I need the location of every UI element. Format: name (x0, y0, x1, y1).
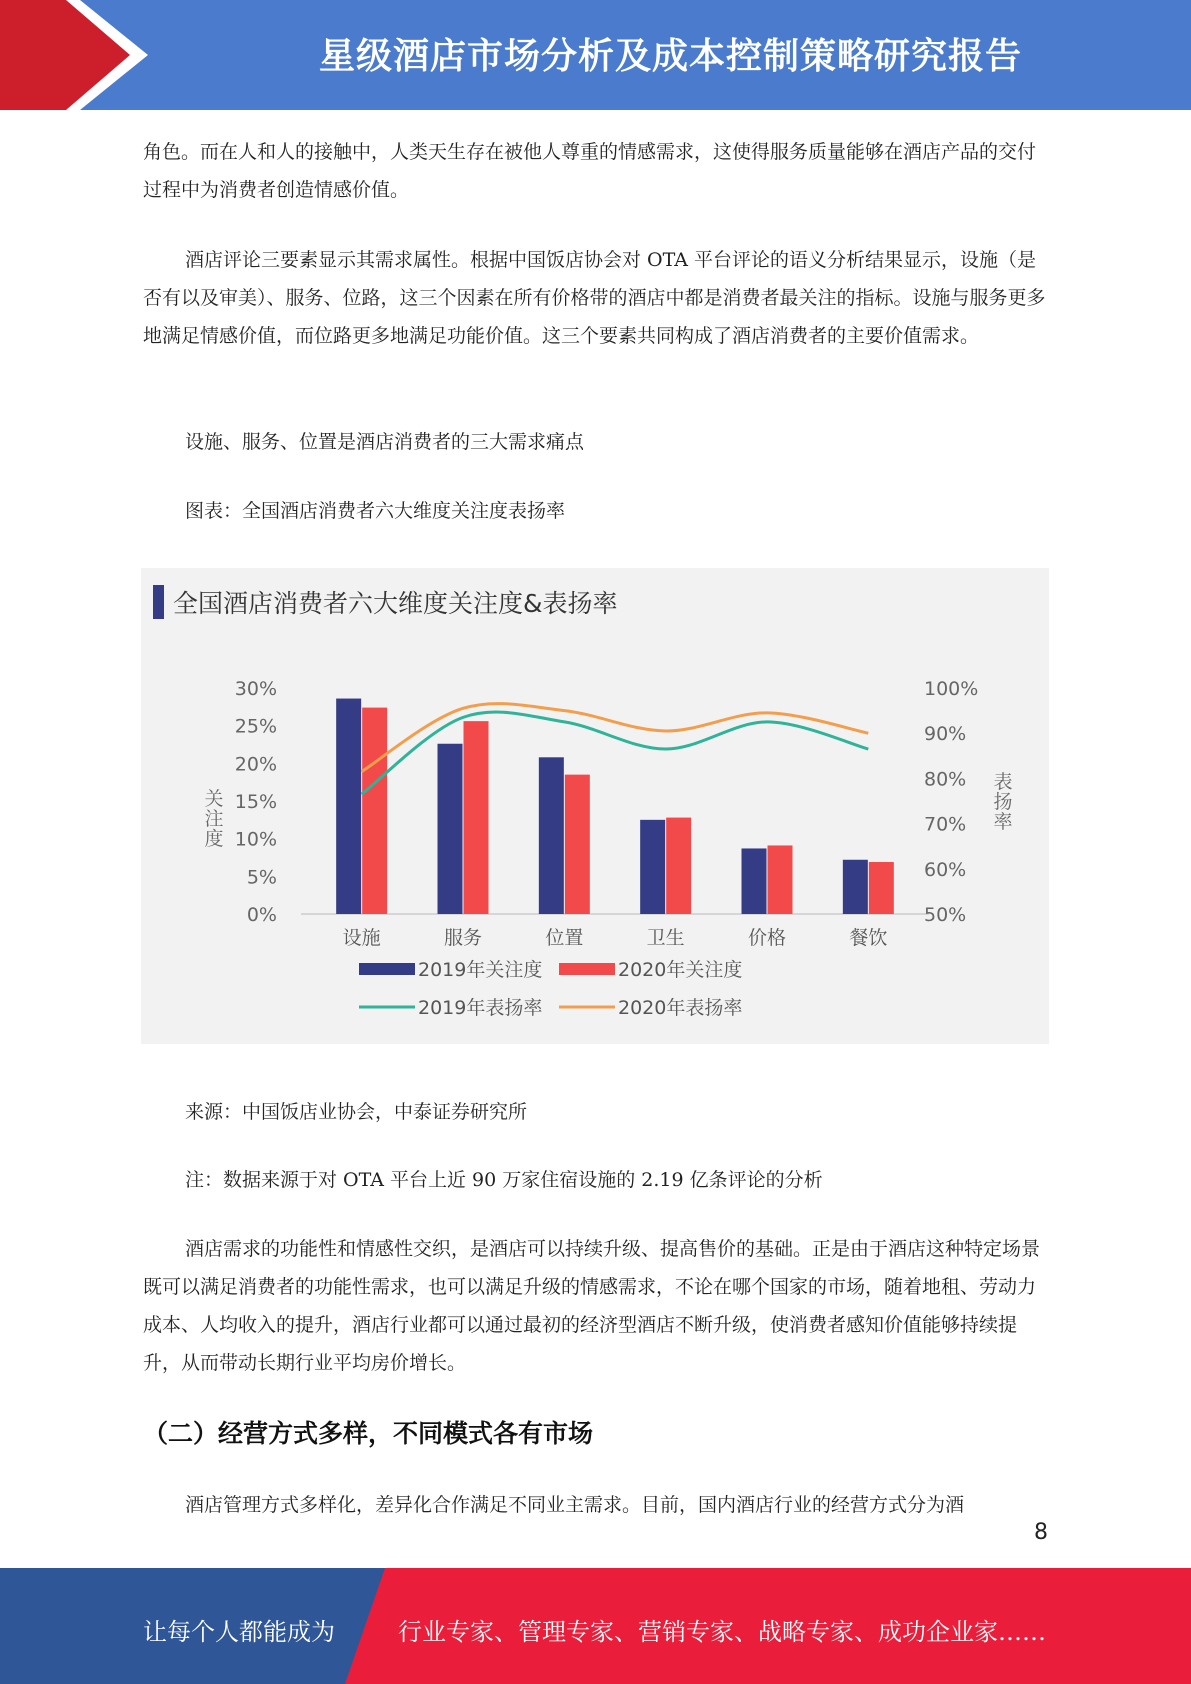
bar-2020-2 (565, 775, 590, 914)
section-heading: （二）经营方式多样，不同模式各有市场 (143, 1419, 594, 1448)
chart-title: 全国酒店消费者六大维度关注度&表扬率 (173, 589, 618, 618)
category-label: 卫生 (646, 927, 685, 949)
attention-praise-chart (141, 568, 1049, 1044)
y2-axis-title-char: 率 (993, 811, 1013, 833)
bar-2019-0 (336, 699, 361, 914)
paragraph-pain-points: 设施、服务、位置是酒店消费者的三大需求痛点 (185, 431, 585, 453)
page-header (0, 0, 1191, 110)
legend-label: 2020年关注度 (618, 959, 743, 981)
category-label: 位置 (545, 927, 584, 949)
y2-axis-title-char: 扬 (993, 791, 1013, 813)
right-tick-label: 100% (924, 678, 979, 700)
left-tick-label: 15% (234, 791, 277, 813)
bar-2019-2 (539, 757, 564, 914)
y-axis-title-char: 注 (204, 808, 224, 830)
paragraph-management-modes: 酒店管理方式多样化，差异化合作满足不同业主需求。目前，国内酒店行业的经营方式分为酒 (185, 1494, 965, 1516)
footer-slogan-left: 让每个人都能成为 (143, 1618, 335, 1646)
bar-2019-3 (640, 820, 665, 914)
footer-slogan-right: 行业专家、管理专家、营销专家、战略专家、成功企业家…… (398, 1618, 1046, 1646)
right-tick-label: 50% (924, 904, 967, 926)
bar-2020-5 (869, 862, 894, 914)
chart-note: 注：数据来源于对 OTA 平台上近 90 万家住宿设施的 2.19 亿条评论的分析 (185, 1169, 823, 1191)
figure-caption: 图表：全国酒店消费者六大维度关注度表扬率 (185, 500, 566, 522)
bar-2019-4 (742, 848, 767, 914)
right-tick-label: 60% (924, 858, 967, 881)
paragraph-review-elements: 酒店评论三要素显示其需求属性。根据中国饭店协会对 OTA 平台评论的语义分析结果显示，设施（是否有以及审美）、服务、位路，这三个因素在所有价格带的酒店中都是消费者最关注的指标。设施与服务更多地满足情感价值，而位路更多地满足功能价值。这三个要素共同构成了酒店消费者的主要价值需求。 (143, 249, 1046, 347)
left-tick-label: 20% (234, 753, 277, 776)
y-axis-title-char: 关 (204, 788, 224, 810)
chart-legend (359, 959, 742, 1019)
bar-2019-1 (438, 744, 463, 914)
left-tick-label: 10% (234, 828, 277, 851)
right-tick-label: 80% (924, 768, 967, 791)
left-tick-label: 25% (234, 715, 277, 738)
left-tick-label: 5% (246, 866, 277, 889)
header-red-arrow (0, 0, 130, 110)
chart-source: 来源：中国饭店业协会，中泰证券研究所 (185, 1101, 528, 1123)
chart-svg (141, 568, 1049, 1044)
chart-title-marker (153, 585, 164, 619)
bar-2020-4 (768, 845, 793, 914)
left-tick-label: 0% (246, 904, 277, 926)
right-tick-label: 90% (924, 723, 967, 746)
legend-label: 2019年关注度 (418, 959, 543, 981)
y2-axis-title-char: 表 (993, 771, 1013, 793)
page-number: 8 (1034, 1520, 1048, 1545)
paragraph-demand-upgrade: 酒店需求的功能性和情感性交织，是酒店可以持续升级、提高售价的基础。正是由于酒店这种特定场景既可以满足消费者的功能性需求，也可以满足升级的情感需求，不论在哪个国家的市场，随着地租、劳动力成本、人均收入的提升，酒店行业都可以通过最初的经济型酒店不断升级，使消费者感知价值能够持续提升，从而带动长期行业平均房价增长。 (143, 1238, 1041, 1374)
category-label: 服务 (443, 927, 483, 949)
bar-2019-5 (843, 860, 868, 914)
legend-swatch (559, 963, 615, 975)
legend-swatch (359, 963, 415, 975)
category-label: 餐饮 (849, 927, 888, 949)
legend-label: 2020年表扬率 (618, 997, 743, 1019)
report-title: 星级酒店市场分析及成本控制策略研究报告 (318, 36, 1022, 77)
bar-2020-0 (362, 708, 387, 914)
category-label: 设施 (342, 927, 381, 949)
bar-2020-3 (666, 818, 691, 914)
bar-2020-1 (464, 721, 489, 914)
category-label: 价格 (747, 927, 787, 949)
paragraph-role: 角色。而在人和人的接触中，人类天生存在被他人尊重的情感需求，这使得服务质量能够在酒店产品的交付过程中为消费者创造情感价值。 (143, 141, 1037, 201)
legend-label: 2019年表扬率 (418, 997, 543, 1019)
page-footer (0, 1568, 1191, 1684)
right-tick-label: 70% (924, 813, 967, 836)
left-tick-label: 30% (234, 678, 277, 700)
y-axis-title-char: 度 (204, 828, 224, 850)
